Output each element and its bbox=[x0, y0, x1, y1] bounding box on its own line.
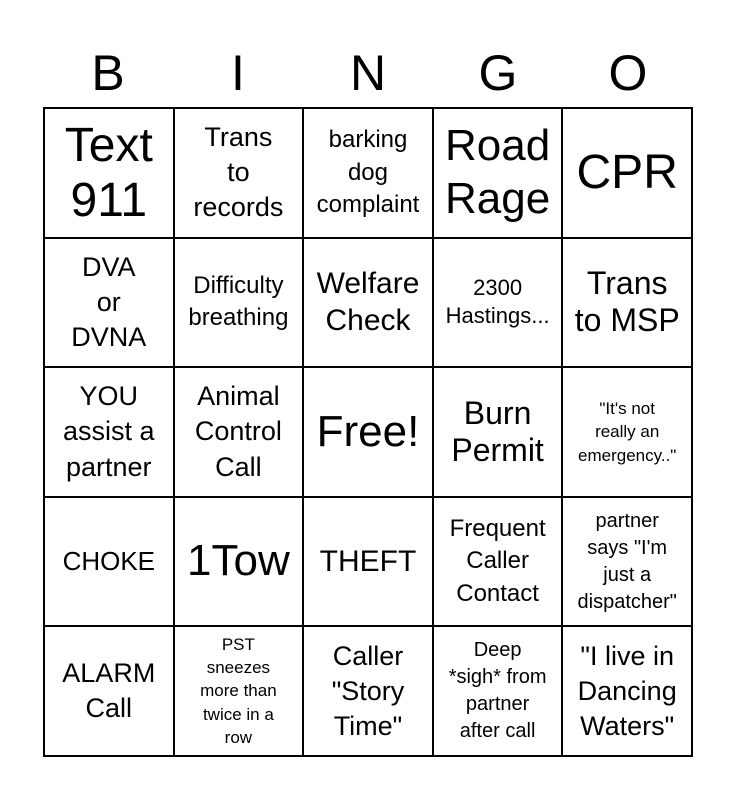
bingo-cell[interactable]: "I live in Dancing Waters" bbox=[562, 626, 692, 756]
bingo-cell[interactable]: Difficulty breathing bbox=[174, 238, 304, 368]
bingo-cell[interactable]: Text 911 bbox=[44, 108, 174, 238]
bingo-cell[interactable]: PST sneezes more than twice in a row bbox=[174, 626, 304, 756]
bingo-cell[interactable]: barking dog complaint bbox=[303, 108, 433, 238]
header-letter-o: O bbox=[608, 45, 648, 101]
bingo-cell[interactable]: CHOKE bbox=[44, 497, 174, 627]
bingo-board bbox=[43, 107, 693, 757]
bingo-cell[interactable]: Animal Control Call bbox=[174, 367, 304, 497]
bingo-cell[interactable]: YOU assist a partner bbox=[44, 367, 174, 497]
bingo-cell[interactable]: 2300 Hastings... bbox=[433, 238, 563, 368]
bingo-cell[interactable]: partner says "I'm just a dispatcher" bbox=[562, 497, 692, 627]
header-letter-i: I bbox=[231, 45, 245, 101]
bingo-cell[interactable]: Trans to MSP bbox=[562, 238, 692, 368]
bingo-cell[interactable]: ALARM Call bbox=[44, 626, 174, 756]
bingo-cell[interactable]: Welfare Check bbox=[303, 238, 433, 368]
bingo-cell[interactable]: CPR bbox=[562, 108, 692, 238]
bingo-cell[interactable]: 1Tow bbox=[174, 497, 304, 627]
header-letter-b: B bbox=[91, 45, 125, 101]
header-letter-n: N bbox=[349, 45, 387, 101]
bingo-header bbox=[43, 40, 693, 106]
bingo-cell[interactable]: Trans to records bbox=[174, 108, 304, 238]
bingo-cell free-space[interactable]: Free! bbox=[303, 367, 433, 497]
bingo-cell[interactable]: Deep *sigh* from partner after call bbox=[433, 626, 563, 756]
bingo-cell[interactable]: Caller "Story Time" bbox=[303, 626, 433, 756]
bingo-cell[interactable]: "It's not really an emergency.." bbox=[562, 367, 692, 497]
header-letter-g: G bbox=[478, 45, 518, 101]
bingo-cell[interactable]: DVA or DVNA bbox=[44, 238, 174, 368]
bingo-cell[interactable]: Road Rage bbox=[433, 108, 563, 238]
bingo-cell[interactable]: THEFT bbox=[303, 497, 433, 627]
bingo-cell[interactable]: Burn Permit bbox=[433, 367, 563, 497]
bingo-cell[interactable]: Frequent Caller Contact bbox=[433, 497, 563, 627]
